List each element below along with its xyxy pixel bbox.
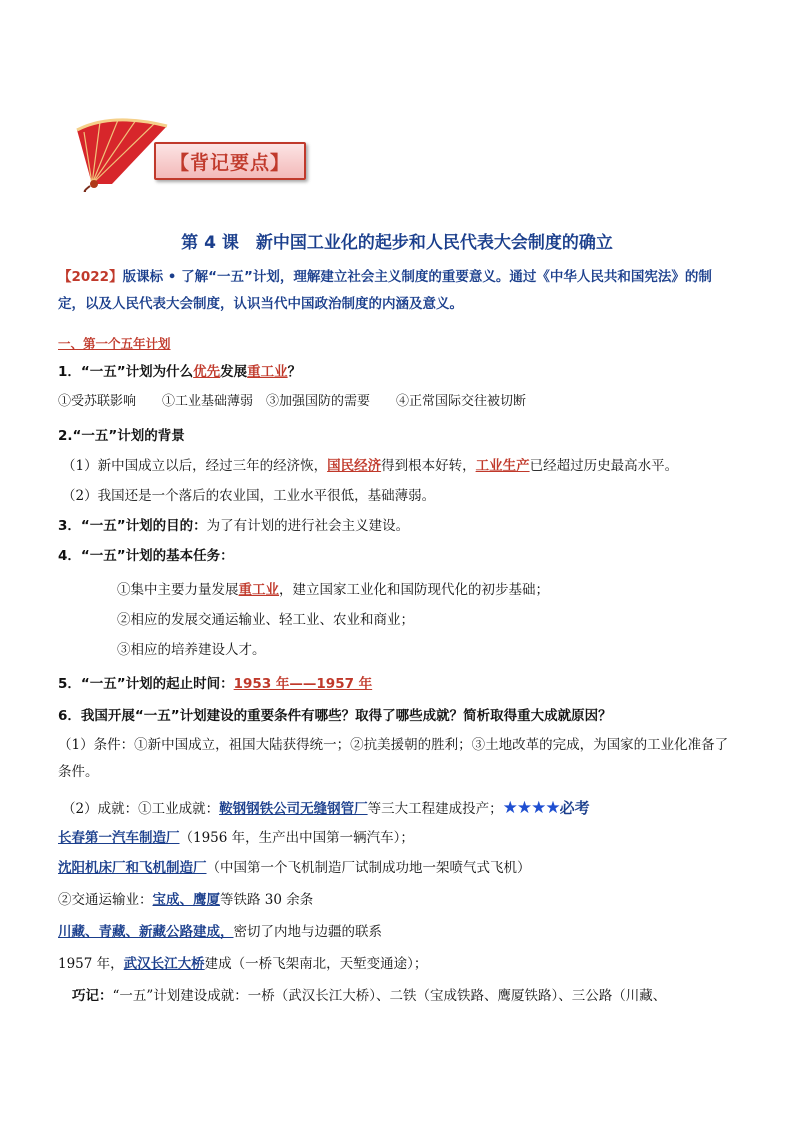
- banner-label: 【背记要点】: [169, 151, 290, 174]
- q6-rail-post: 等铁路 30 余条: [220, 892, 314, 908]
- q1-keyword-priority: 优先: [193, 364, 221, 380]
- q2-keyword-production: 工业生产: [475, 458, 530, 474]
- q3-title: 3．“一五”计划的目的：: [58, 518, 207, 534]
- q4-t1-pre: ①集中主要力量发展: [117, 582, 239, 598]
- q4-task-3: ③相应的培养建设人才。: [117, 642, 266, 658]
- q6-roads: [58, 922, 382, 942]
- q6-road-post: 密切了内地与边疆的联系: [233, 924, 382, 940]
- page-title: 第 4 课 新中国工业化的起步和人民代表大会制度的确立: [181, 233, 613, 253]
- q4-task-1: [117, 580, 549, 600]
- question-4: 4．“一五”计划的基本任务：: [58, 548, 234, 564]
- q6-keyword-roads: 川藏、青藏、新藏公路建成，: [58, 924, 234, 940]
- q6-keyword-steel: 鞍钢钢铁公司无缝钢管厂: [219, 801, 368, 817]
- q6-keyword-plane: 沈阳机床厂和飞机制造厂: [58, 860, 207, 876]
- section-banner: [154, 142, 306, 180]
- memory-tip: [72, 986, 666, 1006]
- q6-rail-pre: ②交通运输业：: [58, 892, 153, 908]
- section-title: 一、第一个五年计划: [58, 336, 171, 351]
- q6-car-post: （1956 年，生产出中国第一辆汽车）；: [179, 830, 414, 846]
- q2-answer-2: （2）我国还是一个落后的农业国，工业水平很低，基础薄弱。: [62, 488, 436, 504]
- q1-mid: 发展: [220, 364, 248, 380]
- star-rating-icon: ★★★★: [502, 798, 560, 818]
- question-5: [58, 674, 372, 694]
- section-heading: [58, 334, 171, 354]
- q2-a1-post: 已经超过历史最高水平。: [529, 458, 679, 474]
- curriculum-standard: [58, 264, 738, 318]
- q6-bridge: [58, 954, 427, 974]
- q6-keyword-rail: 宝成、鹰厦: [152, 892, 220, 908]
- q6-plane-factory: [58, 858, 531, 878]
- q6-bridge-pre: 1957 年，: [58, 956, 124, 972]
- q6-railway: [58, 890, 313, 910]
- q6-a2-post: 等三大工程建成投产；: [367, 801, 503, 817]
- q2-keyword-economy: 国民经济: [327, 458, 382, 474]
- q6-keyword-bridge: 武汉长江大桥: [123, 956, 205, 972]
- q1-post: ？: [287, 364, 302, 380]
- q2-answer-1: [62, 456, 678, 476]
- q2-a1-mid: 得到根本好转，: [381, 458, 476, 474]
- q4-t1-post: ，建立国家工业化和国防现代化的初步基础；: [279, 582, 549, 598]
- q6-keyword-car: 长春第一汽车制造厂: [58, 830, 180, 846]
- question-2: 2.“一五”计划的背景: [58, 428, 185, 444]
- q6-car-factory: [58, 828, 414, 848]
- must-test-label: 必考: [559, 799, 590, 817]
- q6-a2-pre: （2）成就：①工业成就：: [62, 801, 220, 817]
- q6-bridge-post: 建成（一桥飞架南北，天堑变通途）；: [204, 956, 428, 972]
- q5-title: 5．“一五”计划的起止时间：: [58, 676, 234, 692]
- q5-period: 1953 年——1957 年: [233, 676, 373, 692]
- q2-a1-pre: （1）新中国成立以后，经过三年的经济恢，: [62, 458, 328, 474]
- memo-label: 巧记：: [72, 988, 113, 1004]
- question-1: [58, 362, 301, 382]
- q6-answer-1: （1）条件：①新中国成立，祖国大陆获得统一；②抗美援朝的胜利；③土地改革的完成，为国家的工业化准备了条件。: [58, 737, 729, 780]
- header-decoration: [72, 112, 312, 192]
- standard-text: 版课标 • 了解“一五”计划，理解建立社会主义制度的重要意义。通过《中华人民共和国宪法》的制定，以及人民代表大会制度，认识当代中国政治制度的内涵及意义。: [58, 269, 712, 312]
- q1-answer: ①受苏联影响 ①工业基础薄弱 ③加强国防的需要 ④正常国际交往被切断: [58, 394, 527, 409]
- question-6: 6．我国开展“一五”计划建设的重要条件有哪些？取得了哪些成就？简析取得重大成就原因？: [58, 708, 612, 724]
- q6-answer-2: [62, 798, 590, 819]
- question-3: [58, 516, 409, 536]
- memo-text: “一五”计划建设成就：一桥（武汉长江大桥）、二铁（宝成铁路、鹰厦铁路）、三公路（川藏、: [112, 988, 667, 1004]
- q1-keyword-heavy-industry: 重工业: [247, 364, 288, 380]
- q1-pre: 1．“一五”计划为什么: [58, 364, 194, 380]
- q3-text: 为了有计划的进行社会主义建设。: [206, 518, 410, 534]
- q4-keyword-heavy-industry: 重工业: [238, 582, 279, 598]
- q6-plane-post: （中国第一个飞机制造厂试制成功地一架喷气式飞机）: [206, 860, 531, 876]
- standard-tag: 【2022】: [58, 269, 123, 285]
- q4-task-2: ②相应的发展交通运输业、轻工业、农业和商业；: [117, 612, 414, 628]
